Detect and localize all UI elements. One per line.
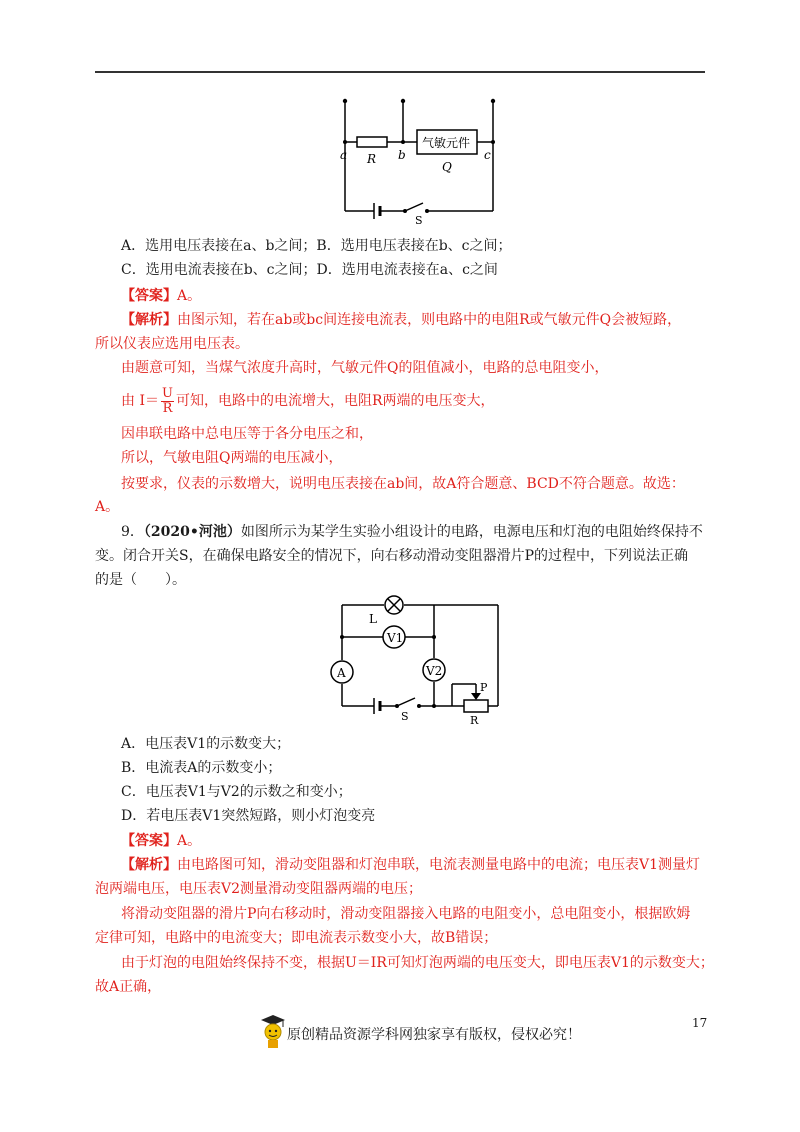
node-b-label: b	[398, 148, 406, 162]
q9-source: （2020•河池）	[143, 524, 241, 540]
q9-analysis-l3: 将滑动变阻器的滑片P向右移动时，滑动变阻器接入电路的电阻变小，总电阻变小，根据欧姆	[121, 906, 691, 922]
q9-number: 9．	[121, 524, 144, 540]
q8-analysis-l3: 由题意可知，当煤气浓度升高时，气敏元件Q的阻值减小，电路的总电阻变小，	[121, 360, 609, 376]
q8-analysis-label: 【解析】	[121, 312, 177, 328]
q9-analysis-l5: 由于灯泡的电阻始终保持不变，根据U＝IR可知灯泡两端的电压变大，即电压表V1的示数变大；	[121, 955, 714, 971]
fraction-denominator: R	[162, 400, 173, 416]
q9-analysis-text-1: 由电路图可知，滑动变阻器和灯泡串联，电流表测量电路中的电流；电压表V1测量灯	[177, 857, 701, 873]
q8-options-line2: C．选用电流表接在b、c之间；D．选用电流表接在a、c之间	[121, 262, 498, 278]
q8-analysis-l8: A。	[95, 499, 120, 515]
node-c-label: c	[484, 148, 491, 162]
q8-analysis-l4	[121, 386, 495, 416]
gas-component-text: 气敏元件	[422, 136, 471, 150]
q8-answer-value: A。	[177, 288, 202, 304]
q9-stem-line1	[121, 522, 703, 542]
q8-analysis-l7: 按要求，仪表的示数增大，说明电压表接在ab间，故A符合题意、BCD不符合题意。故选：	[121, 476, 685, 492]
resistor-label: R	[367, 152, 377, 166]
q8-answer	[121, 286, 201, 306]
q9-stem-text-1: 如图所示为某学生实验小组设计的电路，电源电压和灯泡的电阻始终保持不	[240, 524, 703, 540]
q8-analysis-l6: 所以，气敏电阻Q两端的电压减小，	[121, 450, 343, 466]
q8-formula-post: 可知，电路中的电流增大，电阻R两端的电压变大，	[175, 393, 495, 409]
q9-answer-label: 【答案】	[121, 833, 177, 849]
v2-label: V2	[426, 664, 443, 678]
ammeter-label: A	[337, 666, 346, 680]
q8-formula-pre: 由 I＝	[121, 393, 159, 409]
q8-options-line1: A．选用电压表接在a、b之间；B．选用电压表接在b、c之间；	[121, 238, 512, 254]
q9-stem-line2: 变。闭合开关S，在确保电路安全的情况下，向右移动滑动变阻器滑片P的过程中，下列说法正确	[95, 548, 689, 564]
q9-answer-value: A。	[177, 833, 202, 849]
q9-option-c: C．电压表V1与V2的示数之和变小；	[121, 784, 352, 800]
header-rule	[95, 71, 705, 73]
q9-option-b: B．电流表A的示数变小；	[121, 760, 282, 776]
mascot-logo-icon	[258, 1013, 288, 1053]
q8-analysis-l1	[121, 310, 681, 330]
switch-label: S	[401, 710, 409, 723]
q8-analysis-l2: 所以仪表应选用电压表。	[95, 336, 249, 352]
q9-answer	[121, 831, 201, 851]
fraction-numerator: U	[161, 385, 173, 401]
copyright-footer: 原创精品资源学科网独家享有版权，侵权必究！	[287, 1027, 581, 1043]
node-a-label: a	[340, 148, 348, 162]
gas-sensor-circuit-figure	[320, 93, 510, 227]
q9-analysis-label: 【解析】	[121, 857, 177, 873]
q9-option-d: D．若电压表V1突然短路，则小灯泡变亮	[121, 808, 376, 824]
rheostat-label: R	[470, 714, 479, 727]
ohm-fraction	[161, 387, 174, 416]
q8-analysis-l5: 因串联电路中总电压等于各分电压之和，	[121, 426, 373, 442]
q9-analysis-l6: 故A正确，	[95, 979, 162, 995]
lamp-rheostat-circuit-figure	[322, 596, 510, 727]
page-number: 17	[692, 1016, 708, 1030]
q9-analysis-l2: 泡两端电压，电压表V2测量滑动变阻器两端的电压；	[95, 881, 423, 897]
q9-stem-line3: 的是（ ）。	[95, 572, 186, 588]
lamp-label: L	[369, 612, 377, 626]
v1-label: V1	[387, 631, 404, 645]
q8-answer-label: 【答案】	[121, 288, 177, 304]
q8-analysis-text-1: 由图示知，若在ab或bc间连接电流表，则电路中的电阻R或气敏元件Q会被短路，	[177, 312, 682, 328]
gas-component-symbol: Q	[442, 160, 452, 174]
q9-option-a: A．电压表V1的示数变大；	[121, 736, 291, 752]
q9-analysis-l4: 定律可知，电路中的电流变大；即电流表示数变小大，故B错误；	[95, 930, 498, 946]
switch-label: S	[415, 214, 423, 227]
slider-label: P	[480, 681, 488, 694]
q9-analysis-l1	[121, 855, 700, 875]
